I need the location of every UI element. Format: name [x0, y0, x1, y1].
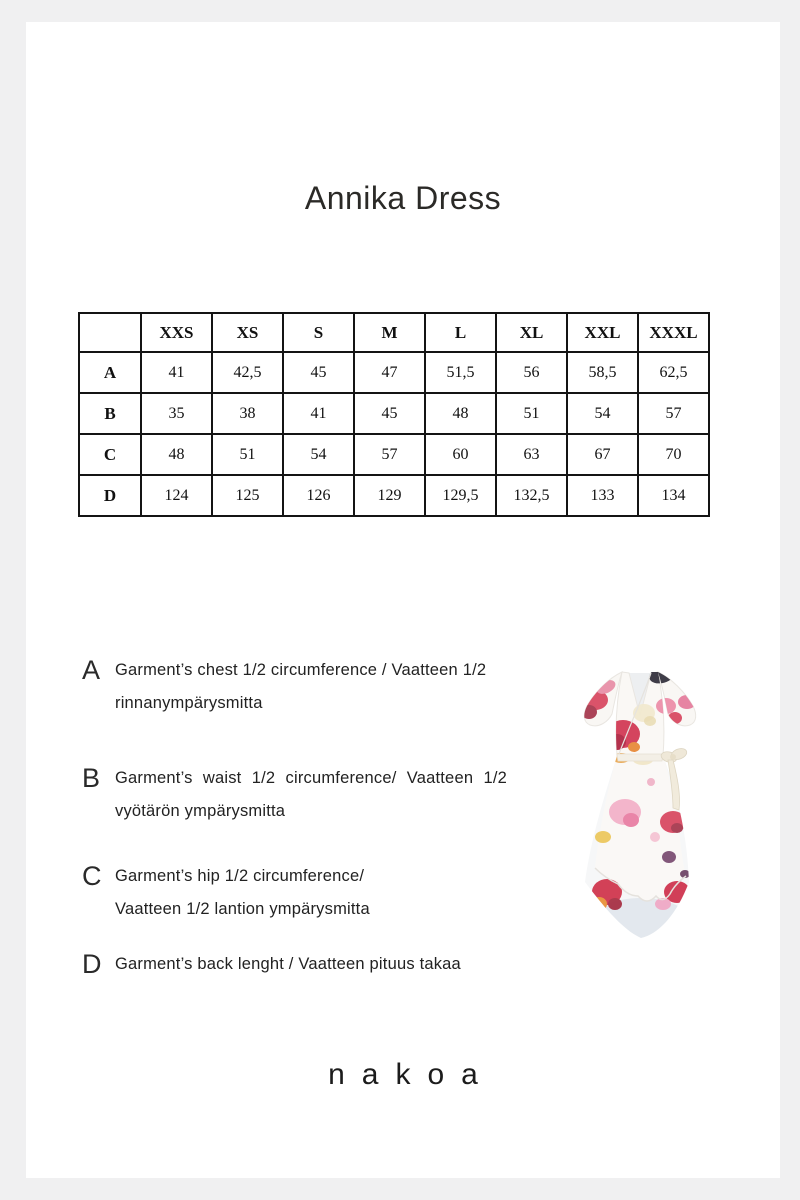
legend-line: rinnanympärysmitta	[115, 694, 263, 712]
table-cell: 133	[567, 475, 638, 516]
table-cell: 45	[354, 393, 425, 434]
table-row	[79, 352, 709, 393]
table-cell: 56	[496, 352, 567, 393]
table-cell: 47	[354, 352, 425, 393]
legend-line: Garment’s back lenght / Vaatteen pituus takaa	[115, 955, 461, 973]
legend-text	[115, 948, 507, 981]
legend-text	[115, 654, 507, 720]
table-cell: 124	[141, 475, 212, 516]
legend-item-b	[82, 762, 522, 828]
document-sheet	[26, 22, 780, 1178]
table-cell: 129	[354, 475, 425, 516]
column-header: XXL	[567, 313, 638, 352]
row-label: C	[79, 434, 141, 475]
table-cell: 48	[141, 434, 212, 475]
legend-item-c	[82, 860, 522, 926]
table-cell: 125	[212, 475, 283, 516]
legend-line: Vaatteen 1/2 lantion ympärysmitta	[115, 900, 370, 918]
table-cell: 58,5	[567, 352, 638, 393]
legend-line: Garment’s hip 1/2 circumference/	[115, 867, 365, 885]
column-header: L	[425, 313, 496, 352]
row-label: B	[79, 393, 141, 434]
table-cell: 70	[638, 434, 709, 475]
brand-logo-text: nakoa	[328, 1058, 495, 1091]
table-cell: 63	[496, 434, 567, 475]
size-chart-table	[78, 312, 710, 517]
legend-line: Garment’s waist 1/2 circumference/ Vaatteen 1/2	[115, 769, 507, 787]
column-header: XL	[496, 313, 567, 352]
corner-cell	[79, 313, 141, 352]
table-cell: 54	[567, 393, 638, 434]
table-cell: 134	[638, 475, 709, 516]
column-header: XS	[212, 313, 283, 352]
legend-letter: B	[82, 763, 101, 793]
table-row	[79, 434, 709, 475]
table-cell: 129,5	[425, 475, 496, 516]
legend-letter: A	[82, 655, 101, 685]
table-row	[79, 393, 709, 434]
row-label: D	[79, 475, 141, 516]
table-cell: 57	[638, 393, 709, 434]
legend-line: Garment’s chest 1/2 circumference / Vaatteen 1/2	[115, 661, 487, 679]
table-cell: 51,5	[425, 352, 496, 393]
table-cell: 60	[425, 434, 496, 475]
table-cell: 38	[212, 393, 283, 434]
table-cell: 48	[425, 393, 496, 434]
legend-line: vyötärön ympärysmitta	[115, 802, 286, 820]
table-header-row	[79, 313, 709, 352]
column-header: S	[283, 313, 354, 352]
table-cell: 41	[141, 352, 212, 393]
table-row	[79, 475, 709, 516]
legend-item-d	[82, 948, 522, 981]
column-header: XXS	[141, 313, 212, 352]
column-header: XXXL	[638, 313, 709, 352]
brand-logo	[26, 1056, 780, 1094]
legend-text	[115, 762, 507, 828]
table-cell: 62,5	[638, 352, 709, 393]
page-title: Annika Dress	[304, 180, 502, 216]
table-cell: 57	[354, 434, 425, 475]
table-cell: 67	[567, 434, 638, 475]
column-header: M	[354, 313, 425, 352]
table-cell: 41	[283, 393, 354, 434]
table-cell: 51	[496, 393, 567, 434]
table-cell: 54	[283, 434, 354, 475]
table-cell: 51	[212, 434, 283, 475]
table-cell: 42,5	[212, 352, 283, 393]
row-label: A	[79, 352, 141, 393]
table-cell: 35	[141, 393, 212, 434]
legend-letter: C	[82, 861, 102, 891]
legend-item-a	[82, 654, 522, 720]
table-cell: 45	[283, 352, 354, 393]
table-cell: 132,5	[496, 475, 567, 516]
floral-dress-image	[565, 652, 765, 944]
legend-letter: D	[82, 949, 102, 979]
legend-text	[115, 860, 507, 926]
table-cell: 126	[283, 475, 354, 516]
product-photo	[565, 652, 765, 944]
